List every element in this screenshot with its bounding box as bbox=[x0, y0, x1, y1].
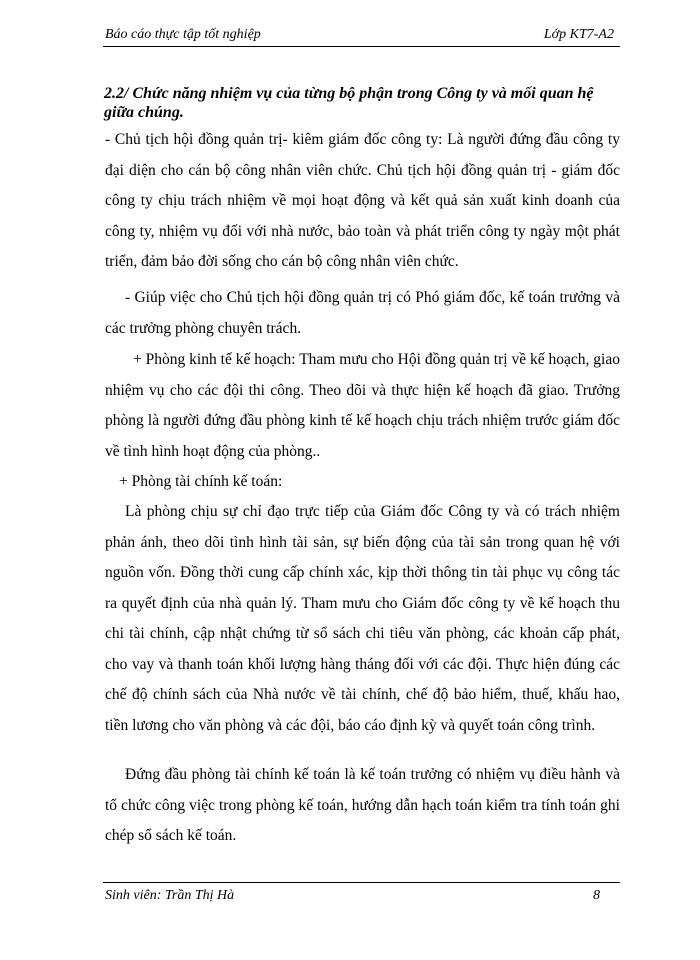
paragraph-planning-dept: + Phòng kinh tế kế hoạch: Tham mưu cho Hội đồng quản trị về kế hoạch, giao nhiệm vụ cho các đội thi công. Theo dõi và thực hiện kế hoạch đã giao. Trưởng phòng là người đứng đầu phòng kinh tế kế hoạch chịu trách nhiệm trước giám đốc về tình hình hoạt động của phòng.. bbox=[105, 351, 620, 460]
header-report-title: Báo cáo thực tập tốt nghiệp bbox=[105, 27, 261, 42]
footer-page-number: 8 bbox=[593, 888, 600, 903]
paragraph-chief-accountant: Đứng đầu phòng tài chính kế toán là kế toán trưởng có nhiệm vụ điều hành và tổ chức công việc trong phòng kế toán, hướng dẫn hạch toán kiểm tra tính toán ghi chép sổ sách kế toán. bbox=[105, 766, 620, 844]
paragraph-assistants: - Giúp việc cho Chủ tịch hội đồng quản trị có Phó giám đốc, kế toán trưởng và các trưởng phòng chuyên trách. bbox=[105, 289, 620, 337]
section-title: 2.2/ Chức năng nhiệm vụ của từng bộ phận trong Công ty và mối quan hệ giữa chúng. bbox=[104, 85, 594, 121]
header-class-label: Lớp KT7-A2 bbox=[543, 27, 614, 42]
paragraph-finance-heading: + Phòng tài chính kế toán: bbox=[119, 473, 283, 490]
page-header bbox=[103, 24, 620, 47]
paragraph-chairman: - Chủ tịch hội đồng quản trị- kiêm giám đốc công ty: Là người đứng đầu công ty đại diện cho cán bộ công nhân viên chức. Chủ tịch hội đồng quản trị - giám đốc công ty chịu trách nhiệm về mọi hoạt động và kết quả sản xuất kinh doanh của công ty, nhiệm vụ đối với nhà nước, bảo toàn và phát triển công ty ngày một phát triển, đảm bảo đời sống cho cán bộ công nhân viên chức. bbox=[105, 131, 620, 270]
page-footer bbox=[103, 882, 620, 905]
footer-student-name: Sinh viên: Trần Thị Hà bbox=[105, 888, 235, 903]
paragraph-finance-duties: Là phòng chịu sự chỉ đạo trực tiếp của Giám đốc Công ty và có trách nhiệm phản ánh, theo dõi tình hình tài sản, sự biến động của tài sản trong quan hệ với nguồn vốn. Đồng thời cung cấp chính xác, kịp thời thông tin tài phục vụ công tác ra quyết định của nhà quản lý. Tham mưu cho Giám đốc công ty về kế hoạch thu chi tài chính, cập nhật chứng từ sổ sách chi tiêu văn phòng, các khoản cấp phát, cho vay và thanh toán khối lượng hàng tháng đối với các đội. Thực hiện đúng các chế độ chính sách của Nhà nước về tài chính, chế độ bảo hiểm, thuế, khấu hao, tiền lương cho văn phòng và các đội, báo cáo định kỳ và quyết toán công trình. bbox=[105, 503, 620, 734]
